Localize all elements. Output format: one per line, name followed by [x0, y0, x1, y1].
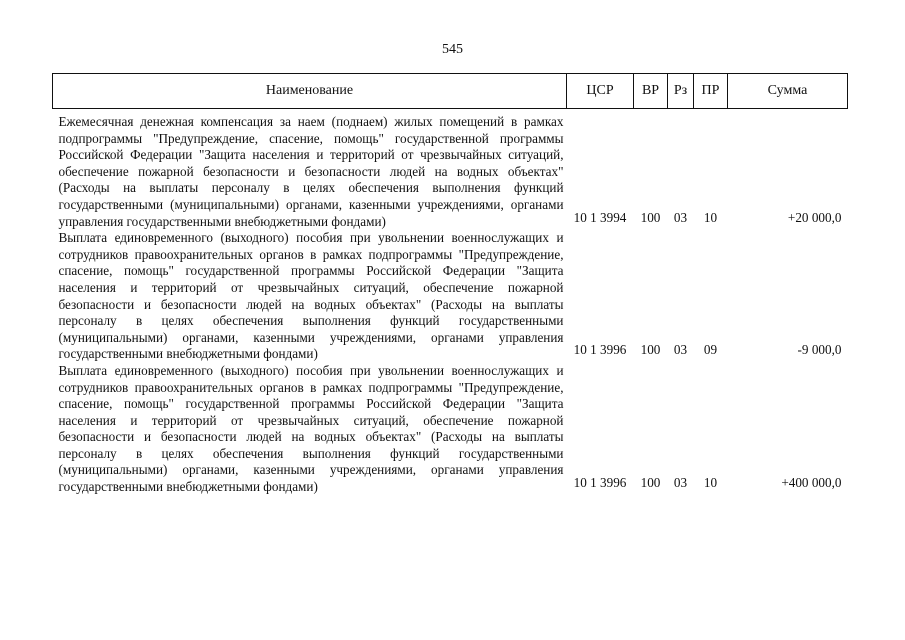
header-vr: ВР — [634, 74, 668, 109]
header-rz: Рз — [668, 74, 694, 109]
row-csr: 10 1 3996 — [573, 342, 627, 358]
row-vr: 100 — [640, 342, 661, 358]
row-rz: 03 — [673, 475, 688, 491]
row-vr: 100 — [640, 475, 661, 491]
budget-table — [52, 73, 848, 496]
row-pr: 10 — [703, 475, 718, 491]
header-csr: ЦСР — [567, 74, 634, 109]
row-pr: 09 — [703, 342, 718, 358]
row-sum: +400 000,0 — [781, 475, 842, 491]
row-csr: 10 1 3994 — [573, 209, 627, 225]
row-name: Ежемесячная денежная компенсация за наем (поднаем) жилых помещений в рамках подпрограммы "Предупреждение, спасение, помощь" государственной программы Российской Федерации "Защита населения и территорий от чрезвычайных ситуаций, обеспечение пожарной безопасности и безопасности людей на водных объектах" (Расходы на выплаты персоналу в целях обеспечения выполнения функций государственными (муниципальными) органами, казенными учреждениями, органами управления государственными внебюджетными фондами) — [58, 114, 564, 229]
header-sum: Сумма — [728, 74, 848, 109]
row-rz: 03 — [673, 209, 688, 225]
row-sum: -9 000,0 — [797, 342, 842, 358]
table-header-row — [53, 74, 848, 109]
table-row — [53, 109, 848, 231]
table-row — [53, 230, 848, 363]
page-number: 545 — [442, 42, 463, 57]
row-pr: 10 — [703, 209, 718, 225]
header-pr: ПР — [694, 74, 728, 109]
row-csr: 10 1 3996 — [573, 475, 627, 491]
header-name: Наименование — [53, 74, 567, 109]
row-vr: 100 — [640, 209, 661, 225]
row-name: Выплата единовременного (выходного) пособия при увольнении военнослужащих и сотрудников правоохранительных органов в рамках подпрограммы "Предупреждение, спасение, помощь" государственной программы Российской Федерации "Защита населения и территорий от чрезвычайных ситуаций, обеспечение пожарной безопасности и безопасности людей на водных объектах" (Расходы на выплаты персоналу в целях обеспечения выполнения функций государственными (муниципальными) органами, казенными учреждениями, органами управления государственными внебюджетными фондами) — [58, 362, 564, 495]
row-rz: 03 — [673, 342, 688, 358]
table-row — [53, 363, 848, 496]
row-sum: +20 000,0 — [787, 209, 842, 225]
row-name: Выплата единовременного (выходного) пособия при увольнении военнослужащих и сотрудников правоохранительных органов в рамках подпрограммы "Предупреждение, спасение, помощь" государственной программы Российской Федерации "Защита населения и территорий от чрезвычайных ситуаций, обеспечение пожарной безопасности и безопасности людей на водных объектах" (Расходы на выплаты персоналу в целях обеспечения выполнения функций государственными (муниципальными) органами, казенными учреждениями, органами управления государственными внебюджетными фондами) — [58, 230, 564, 362]
